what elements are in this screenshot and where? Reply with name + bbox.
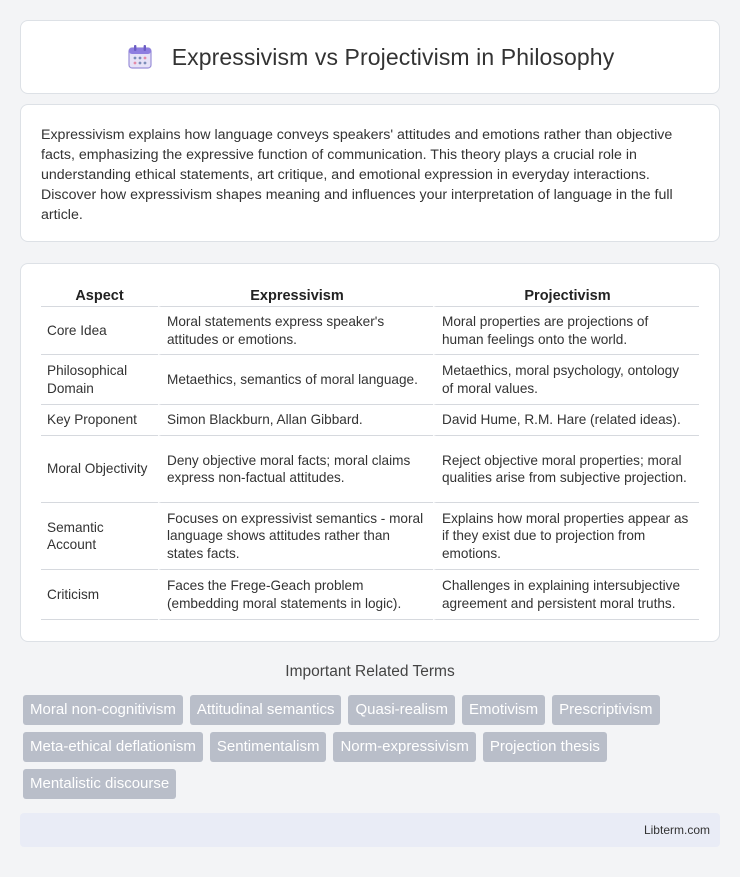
related-term-tag[interactable]: Sentimentalism	[210, 732, 327, 762]
cell-expressivism: Focuses on expressivist semantics - moral language shows attitudes rather than states facts.	[158, 503, 433, 570]
calendar-icon	[126, 43, 154, 71]
related-terms-title: Important Related Terms	[285, 663, 455, 680]
related-term-tag[interactable]: Meta-ethical deflationism	[23, 732, 203, 762]
table-row	[41, 570, 699, 620]
related-term-tag[interactable]: Quasi-realism	[348, 695, 455, 725]
related-term-tag[interactable]: Prescriptivism	[552, 695, 659, 725]
cell-expressivism: Metaethics, semantics of moral language.	[158, 355, 433, 405]
table-row	[41, 503, 699, 570]
header-projectivism: Projectivism	[433, 284, 699, 307]
related-term-tag[interactable]: Projection thesis	[483, 732, 607, 762]
intro-card	[20, 104, 720, 242]
footer	[20, 813, 720, 847]
table-row	[41, 405, 699, 436]
cell-projectivism: Explains how moral properties appear as if they exist due to projection from emotions.	[433, 503, 699, 570]
cell-projectivism: Metaethics, moral psychology, ontology of moral values.	[433, 355, 699, 405]
page-title: Expressivism vs Projectivism in Philosophy	[171, 43, 615, 70]
table-row	[41, 307, 699, 355]
related-term-tag[interactable]: Emotivism	[462, 695, 545, 725]
cell-projectivism: Challenges in explaining intersubjective agreement and persistent moral truths.	[433, 570, 699, 620]
related-term-tag[interactable]: Moral non-cognitivism	[23, 695, 183, 725]
cell-aspect: Core Idea	[41, 307, 158, 355]
related-term-tag[interactable]: Norm-expressivism	[333, 732, 475, 762]
table-row	[41, 355, 699, 405]
table-row	[41, 436, 699, 503]
cell-aspect: Key Proponent	[41, 405, 158, 436]
cell-expressivism: Deny objective moral facts; moral claims express non-factual attitudes.	[158, 436, 433, 503]
comparison-table	[41, 284, 699, 620]
cell-projectivism: Reject objective moral properties; moral qualities arise from subjective projection.	[433, 436, 699, 503]
related-terms-list	[23, 695, 723, 799]
title-card	[20, 20, 720, 94]
cell-aspect: Moral Objectivity	[41, 436, 158, 503]
cell-projectivism: Moral properties are projections of human feelings onto the world.	[433, 307, 699, 355]
header-expressivism: Expressivism	[158, 284, 433, 307]
cell-expressivism: Faces the Frege-Geach problem (embedding moral statements in logic).	[158, 570, 433, 620]
cell-aspect: Philosophical Domain	[41, 355, 158, 405]
comparison-card	[20, 263, 720, 642]
cell-expressivism: Simon Blackburn, Allan Gibbard.	[158, 405, 433, 436]
cell-projectivism: David Hume, R.M. Hare (related ideas).	[433, 405, 699, 436]
cell-expressivism: Moral statements express speaker's attitudes or emotions.	[158, 307, 433, 355]
cell-aspect: Criticism	[41, 570, 158, 620]
intro-text: Expressivism explains how language conveys speakers' attitudes and emotions rather than objective facts, emphasizing the expressive function of communication. This theory plays a crucial role in understanding ethical statements, art critique, and emotional expression in everyday interactions. Discover how expressivism shapes meaning and influences your interpretation of language in the full article.	[41, 127, 673, 223]
header-aspect: Aspect	[41, 284, 158, 307]
related-term-tag[interactable]: Mentalistic discourse	[23, 769, 176, 799]
table-header-row	[41, 284, 699, 307]
footer-brand-link[interactable]: Libterm.com	[643, 823, 710, 837]
cell-aspect: Semantic Account	[41, 503, 158, 570]
related-term-tag[interactable]: Attitudinal semantics	[190, 695, 342, 725]
